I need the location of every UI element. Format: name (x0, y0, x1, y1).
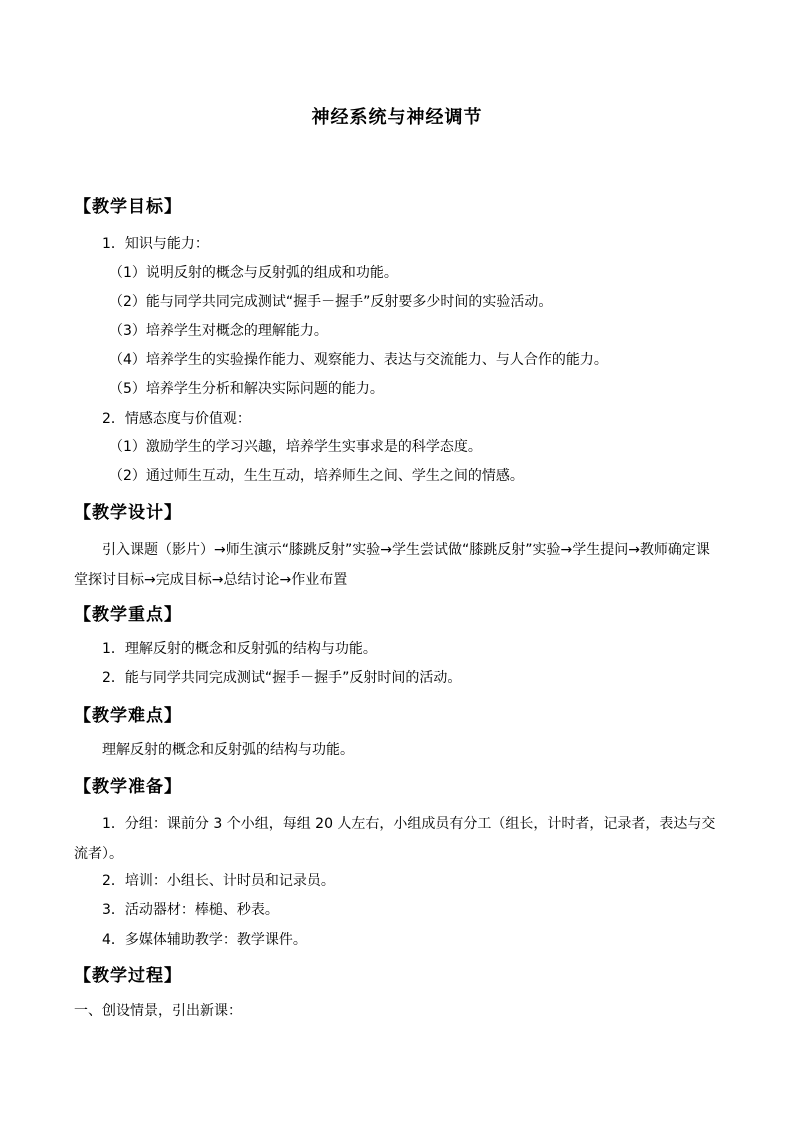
heading-difficulties: 【教学难点】 (74, 706, 182, 726)
goals-item: （3）培养学生对概念的理解能力。 (109, 323, 328, 339)
goals-item: （1）说明反射的概念与反射弧的组成和功能。 (109, 265, 398, 281)
heading-goals: 【教学目标】 (74, 197, 182, 217)
heading-design: 【教学设计】 (74, 503, 182, 523)
preparation-item: 1．分组：课前分 3 个小组，每组 20 人左右，小组成员有分工（组长，计时者，记录者，表达与交流者）。 (74, 816, 716, 862)
goals-item: 2．情感态度与价值观： (102, 411, 251, 427)
goals-item: （2）通过师生互动，生生互动，培养师生之间、学生之间的情感。 (109, 468, 524, 484)
goals-item: （4）培养学生的实验操作能力、观察能力、表达与交流能力、与人合作的能力。 (109, 352, 608, 368)
preparation-item: 2．培训：小组长、计时员和记录员。 (102, 873, 335, 889)
key-point-item: 1．理解反射的概念和反射弧的结构与功能。 (102, 641, 377, 657)
heading-key-points: 【教学重点】 (74, 605, 182, 625)
design-text: 引入课题（影片）→师生演示“膝跳反射”实验→学生尝试做“膝跳反射”实验→学生提问→教师确定课堂探讨目标→完成目标→总结讨论→作业布置 (74, 542, 710, 588)
goals-item: 1．知识与能力： (102, 236, 209, 252)
goals-item: （2）能与同学共同完成测试“握手－握手”反射要多少时间的实验活动。 (109, 294, 553, 310)
goals-item: （1）激励学生的学习兴趣，培养学生实事求是的科学态度。 (109, 439, 482, 455)
page-title: 神经系统与神经调节 (311, 107, 483, 128)
preparation-item: 3．活动器材：棒槌、秒表。 (102, 902, 279, 918)
preparation-item: 4．多媒体辅助教学：教学课件。 (102, 932, 307, 948)
key-point-item: 2．能与同学共同完成测试“握手－握手”反射时间的活动。 (102, 670, 462, 686)
goals-item: （5）培养学生分析和解决实际问题的能力。 (109, 381, 384, 397)
difficulties-text: 理解反射的概念和反射弧的结构与功能。 (102, 742, 354, 758)
heading-process: 【教学过程】 (74, 966, 182, 986)
process-first-item: 一、创设情景，引出新课： (74, 1003, 242, 1019)
heading-preparation: 【教学准备】 (74, 777, 182, 797)
